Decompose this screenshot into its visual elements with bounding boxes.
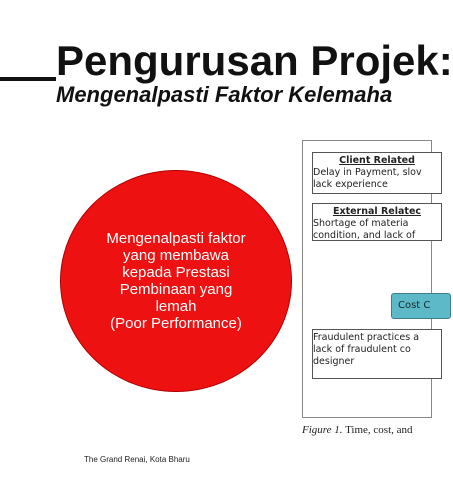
title-accent-bar xyxy=(0,77,56,81)
fraudulent-practices-box xyxy=(312,329,442,379)
external-related-box xyxy=(312,203,442,241)
figure-caption-text: Time, cost, and xyxy=(342,424,413,436)
client-related-box xyxy=(312,152,442,194)
red-circle-shape xyxy=(60,170,292,392)
figure-caption-label: Figure 1. xyxy=(302,424,343,436)
slide-subtitle: Mengenalpasti Faktor Kelemaha xyxy=(56,82,393,107)
circle-text: Mengenalpasti faktor yang membawa kepada Prestasi Pembinaan yang lemah (Poor Performance) xyxy=(106,230,246,332)
fraudulent-practices-text: Fraudulent practices a lack of fraudulent co designer xyxy=(313,332,420,367)
cost-box: Cost C xyxy=(391,293,451,319)
slide-title: Pengurusan Projek: xyxy=(56,37,453,84)
figure-caption xyxy=(302,424,413,436)
figure-image xyxy=(302,140,432,418)
client-related-heading: Client Related xyxy=(339,155,415,166)
client-related-text: Delay in Payment, slov lack experience xyxy=(313,167,422,190)
external-related-text: Shortage of materia condition, and lack of xyxy=(313,218,416,241)
footer-location: The Grand Renai, Kota Bharu xyxy=(84,455,190,464)
external-related-heading: External Relatec xyxy=(332,206,422,217)
